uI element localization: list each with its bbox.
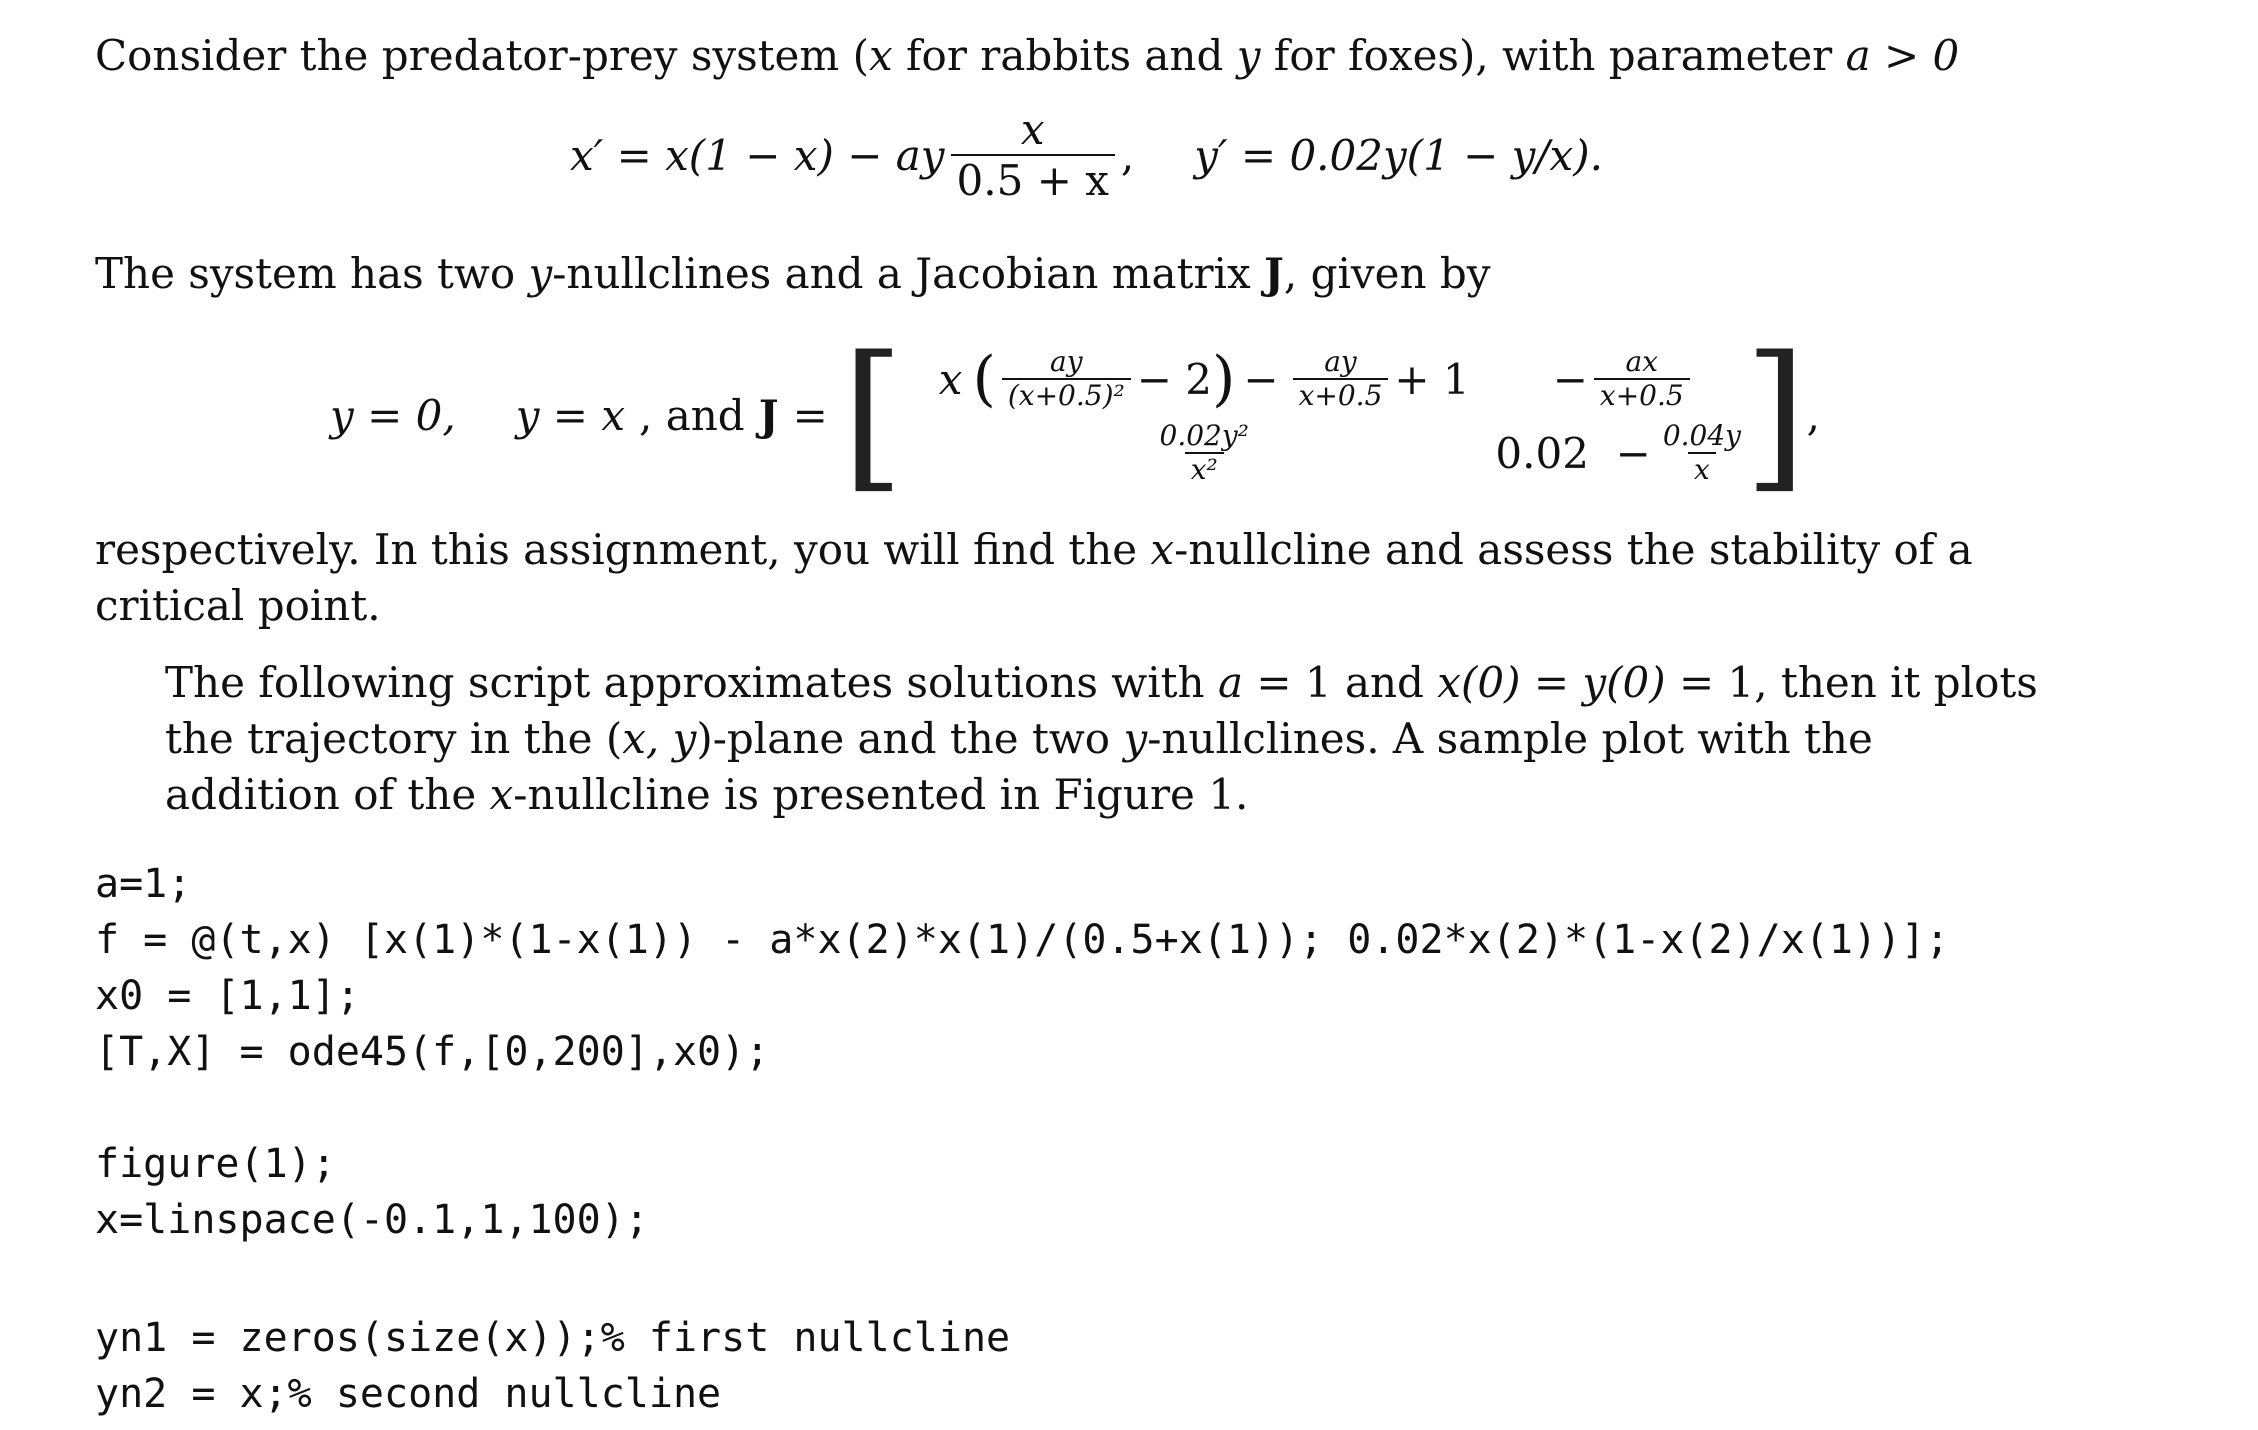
and-text: , and	[639, 390, 745, 440]
text: -nullcline and assess the stability of a critical point.	[95, 525, 1973, 630]
fraction	[1657, 420, 1747, 486]
right-paren: )	[1211, 344, 1236, 414]
matrix-cell-11	[904, 344, 1504, 414]
fraction-numerator: ay	[1324, 345, 1357, 378]
var-x: x	[868, 31, 893, 80]
fraction	[1293, 346, 1389, 412]
math: y(0)	[1582, 658, 1666, 707]
separator: ,	[1120, 130, 1135, 180]
minus-sign: −	[1552, 354, 1588, 404]
right-bracket: ]	[1744, 321, 1807, 508]
left-bracket: [	[841, 321, 905, 508]
parameter-condition: a > 0	[1845, 31, 1960, 80]
var-y: y	[1236, 31, 1261, 80]
text: =	[1520, 658, 1583, 707]
text: = 1, then it plots the trajectory in the (	[165, 658, 2038, 763]
text: , given by	[1283, 249, 1491, 298]
jacobian-symbol: J	[1264, 249, 1284, 298]
minus-sign: −	[1243, 354, 1279, 404]
trailing-comma: ,	[1806, 390, 1820, 440]
text: -nullcline is presented in Figure 1.	[513, 770, 1249, 819]
assignment-paragraph	[95, 522, 2045, 634]
code-block-figure: figure(1); x=linspace(-0.1,1,100);	[95, 1141, 649, 1243]
x-prime-equation: x′ = x(1 − x) − ay	[570, 130, 945, 180]
intro-text: for rabbits and	[892, 31, 1237, 80]
intro-text: for foxes), with parameter	[1260, 31, 1846, 80]
fraction-denominator: x	[1688, 452, 1716, 486]
term: + 1	[1394, 354, 1470, 404]
text: -nullclines. A sample plot with the addition of the	[165, 714, 1873, 819]
text: respectively. In this assignment, you will find the	[95, 525, 1151, 574]
code-block-setup: a=1; f = @(t,x) [x(1)*(1-x(1)) - a*x(2)*x(1)/(0.5+x(1)); 0.02*x(2)*(1-x(2)/x(1))]; x0 = [1,1]; [T,X] = ode45(f,[0,200],x0);	[95, 861, 1950, 1075]
intro-text: Consider the predator-prey system (	[95, 31, 869, 80]
matrix-cell-12	[1504, 346, 1744, 412]
text: )-plane and the two	[696, 714, 1124, 763]
math: x, y	[622, 714, 697, 763]
y-nullcline-2: y = x	[515, 390, 626, 440]
term-x: x	[938, 354, 963, 404]
var-y: y	[528, 249, 553, 298]
fraction-denominator: (x+0.5)²	[1002, 378, 1131, 412]
math: x(0)	[1437, 658, 1521, 707]
text: The following script approximates solutions with	[165, 658, 1218, 707]
fraction	[951, 105, 1115, 205]
script-description-paragraph	[95, 655, 2045, 823]
system-equation	[570, 105, 1603, 205]
fraction-numerator: 0.02y²	[1159, 419, 1249, 452]
left-paren: (	[972, 344, 996, 414]
nullcline-paragraph	[95, 246, 2045, 302]
matrix-cell-22	[1495, 419, 1744, 486]
fraction-denominator: x²	[1185, 452, 1224, 486]
y-nullcline-1: y = 0,	[330, 390, 456, 440]
math: a	[1217, 658, 1243, 707]
fraction	[1002, 346, 1131, 412]
term: − 2	[1136, 354, 1212, 404]
fraction	[1154, 420, 1255, 486]
fraction-denominator: 0.5 + x	[951, 154, 1115, 205]
fraction	[1594, 346, 1690, 412]
fraction-denominator: x+0.5	[1594, 378, 1690, 412]
fraction-numerator: ax	[1625, 345, 1659, 378]
fraction-numerator: ay	[1050, 345, 1083, 378]
text: = 1 and	[1243, 658, 1438, 707]
fraction-numerator: 0.04y	[1662, 419, 1741, 452]
jacobian-equation	[330, 321, 1820, 508]
jacobian-symbol: J	[758, 390, 779, 440]
equals-sign: =	[792, 390, 828, 440]
intro-paragraph	[95, 28, 2045, 84]
fraction-numerator: x	[1020, 105, 1045, 154]
text: -nullclines and a Jacobian matrix	[552, 249, 1265, 298]
y-prime-equation: y′ = 0.02y(1 − y/x).	[1194, 130, 1603, 180]
fraction-denominator: x+0.5	[1293, 378, 1389, 412]
var-x: x	[1150, 525, 1175, 574]
math: y	[1123, 714, 1148, 763]
text: The system has two	[95, 249, 529, 298]
math: x	[489, 770, 514, 819]
jacobian-matrix	[904, 344, 1744, 486]
term: 0.02 −	[1495, 428, 1651, 478]
matrix-cell-21	[904, 420, 1504, 486]
code-block-nullclines: yn1 = zeros(size(x));% first nullcline yn2 = x;% second nullcline	[95, 1315, 1011, 1417]
